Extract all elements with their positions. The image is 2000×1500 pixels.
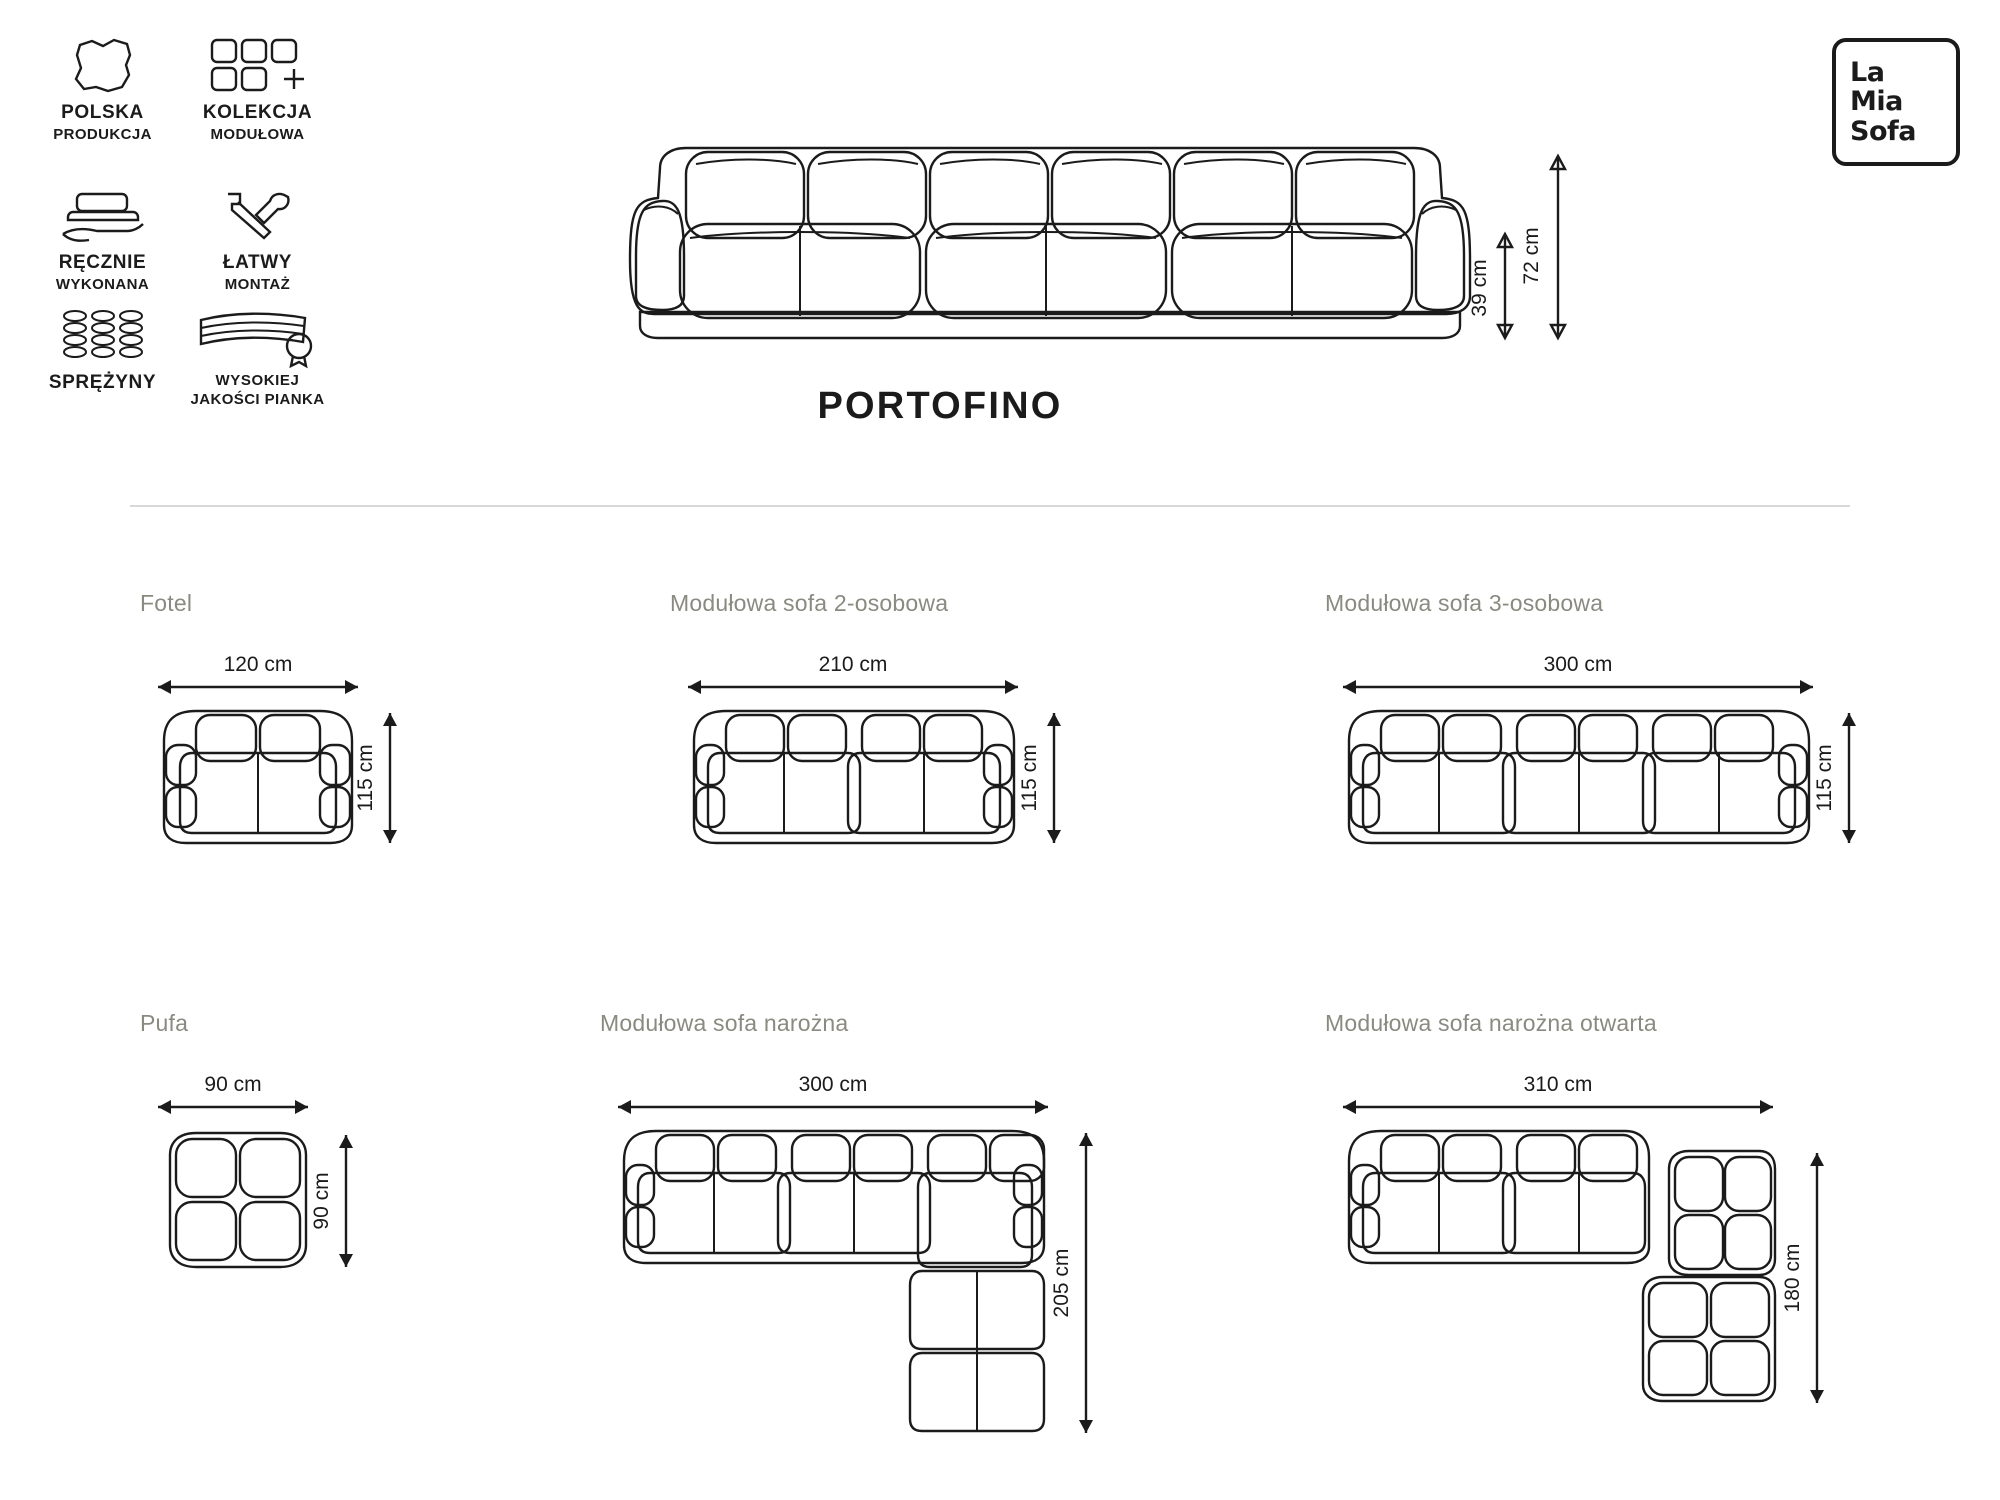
section-divider [130, 505, 1850, 507]
variant-title: Modułowa sofa narożna [600, 1010, 849, 1036]
variant-title: Modułowa sofa 3-osobowa [1325, 590, 1604, 616]
logo-line-3: Sofa [1850, 115, 1916, 147]
feature-polska-produkcja [30, 30, 175, 180]
feature-label-line1: WYSOKIEJ [215, 372, 300, 389]
logo-line-1: La [1850, 57, 1885, 89]
hand-sofa-icon [59, 180, 147, 252]
tools-icon [220, 180, 296, 252]
feature-label-line1: RĘCZNIE [58, 252, 147, 273]
brand-logo [1832, 38, 1960, 166]
feature-recznie-wykonana [30, 180, 175, 300]
feature-label-line1: KOLEKCJA [202, 102, 313, 123]
modules-grid-plus-icon [206, 30, 310, 102]
variant-depth-label: 115 cm [354, 744, 377, 812]
springs-icon [60, 300, 146, 372]
variant-width-label: 310 cm [1523, 1073, 1593, 1096]
feature-label-line2: MODUŁOWA [210, 125, 305, 143]
feature-sprezyny [30, 300, 175, 445]
variant-width-label: 300 cm [798, 1073, 868, 1096]
variant-title: Pufa [140, 1010, 189, 1036]
variant-title: Modułowa sofa narożna otwarta [1325, 1010, 1657, 1036]
feature-kolekcja-modulowa [175, 30, 340, 180]
feature-label-line2: WYKONANA [55, 275, 150, 293]
feature-label-line2: PRODUKCJA [53, 125, 152, 143]
logo-line-2: Mia [1850, 86, 1903, 118]
feature-wysokiej-jakosci-pianka [175, 300, 340, 445]
feature-label-line1: POLSKA [61, 102, 144, 123]
variant-width-label: 300 cm [1543, 653, 1613, 676]
variant-sofa-narozna [600, 1010, 1160, 1465]
feature-label-line1: SPRĘŻYNY [48, 372, 157, 393]
variant-pufa [140, 1010, 560, 1325]
hero-sofa-illustration [600, 60, 1543, 380]
variant-width-label: 120 cm [223, 653, 293, 676]
feature-label-line1: ŁATWY [222, 252, 293, 273]
variant-width-label: 90 cm [204, 1073, 262, 1096]
feature-label-line2: JAKOŚCI PIANKA [190, 391, 325, 409]
variant-depth-label: 180 cm [1781, 1243, 1804, 1313]
foam-certificate-icon [193, 300, 323, 372]
variant-title: Modułowa sofa 2-osobowa [670, 590, 949, 616]
hero-height-seat-label: 39 cm [1468, 259, 1491, 317]
variant-width-label: 210 cm [818, 653, 888, 676]
poland-map-icon [70, 30, 136, 102]
variant-depth-label: 115 cm [1813, 744, 1836, 812]
variant-sofa-narozna-otwarta [1325, 1010, 1885, 1465]
variant-depth-label: 90 cm [310, 1172, 333, 1230]
feature-latwy-montaz [175, 180, 340, 300]
hero-height-total-label: 72 cm [1520, 227, 1543, 285]
variant-depth-label: 115 cm [1018, 744, 1041, 812]
variant-depth-label: 205 cm [1050, 1248, 1073, 1318]
variant-fotel [140, 590, 560, 895]
page-title: PORTOFINO [817, 385, 1063, 427]
feature-label-line2: MONTAŻ [224, 275, 291, 293]
variant-sofa-2 [670, 590, 1150, 895]
variant-sofa-3 [1325, 590, 1885, 895]
variant-title: Fotel [140, 590, 193, 616]
feature-badge-list [30, 30, 360, 445]
